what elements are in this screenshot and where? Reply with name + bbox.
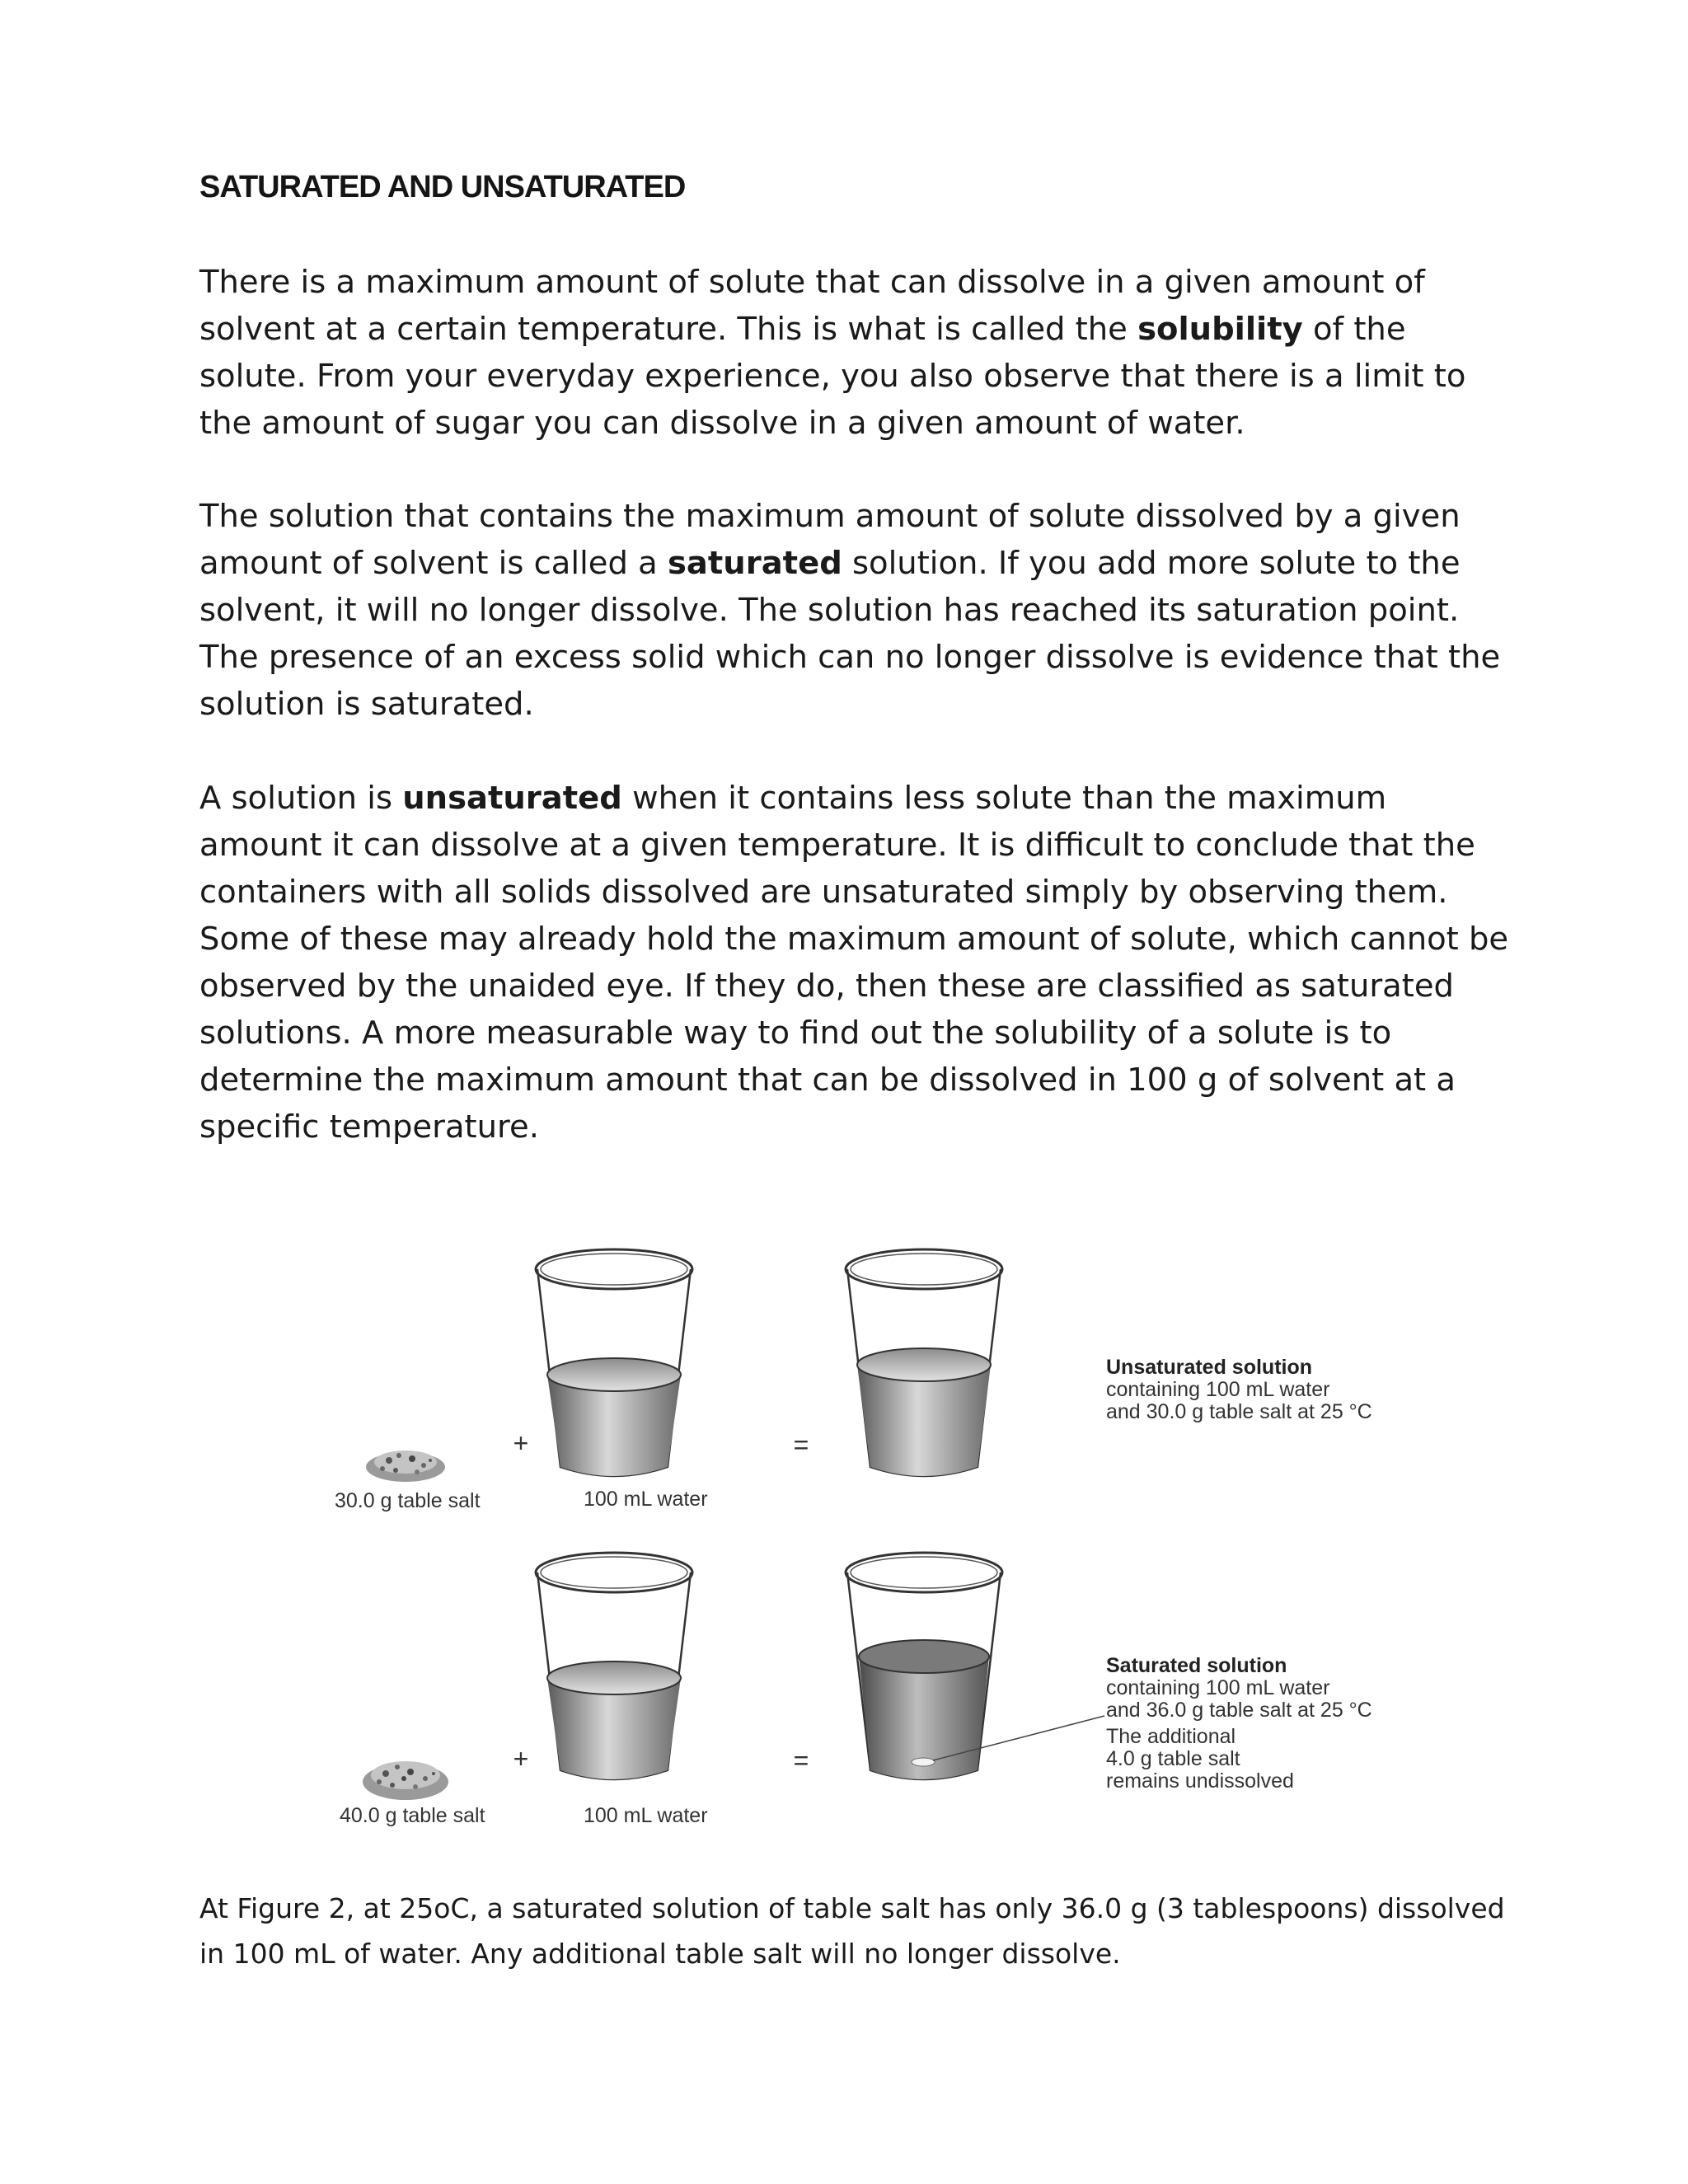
water-amount-label: 100 mL water	[584, 1804, 708, 1827]
paragraph-saturated	[199, 493, 1510, 728]
paragraph-text: The solution that contains the maximum amount of solute dissolved by a given amount of solvent is called a	[199, 498, 1461, 582]
page-title: SATURATED AND UNSATURATED	[199, 170, 686, 204]
result-title: Unsaturated solution	[1106, 1356, 1313, 1379]
undissolved-salt-icon	[912, 1758, 935, 1766]
bold-term-unsaturated: unsaturated	[402, 780, 622, 817]
undissolved-note: The additional	[1106, 1725, 1236, 1748]
paragraph-unsaturated	[199, 775, 1510, 1151]
water-cup-icon	[536, 1249, 692, 1476]
solubility-figure	[313, 1228, 1451, 1871]
paragraph-text: of the solute. From your everyday experience, you also observe that there is a limit to the amount of sugar you can dissolve in a given amount of water.	[199, 311, 1466, 442]
water-amount-label: 100 mL water	[584, 1488, 708, 1511]
result-detail: containing 100 mL water	[1106, 1378, 1330, 1401]
paragraph-text: solution. If you add more solute to the solvent, it will no longer dissolve. The solution has reached its saturation point. The presence of an excess solid which can no longer dissolve is evidence that the solution is saturated.	[199, 545, 1501, 723]
result-detail: and 30.0 g table salt at 25 °C	[1106, 1400, 1372, 1423]
equals-sign: =	[793, 1430, 809, 1460]
figure-caption: At Figure 2, at 25oC, a saturated solution of table salt has only 36.0 g (3 tablespoons) dissolved in 100 mL of water. Any additional table salt will no longer dissolve.	[199, 1892, 1505, 1970]
salt-amount-label: 40.0 g table salt	[340, 1804, 485, 1827]
paragraph-text: There is a maximum amount of solute that can dissolve in a given amount of solvent at a certain temperature. This is what is called the	[199, 264, 1425, 348]
paragraph-text: when it contains less solute than the maximum amount it can dissolve at a given temperature. It is difficult to conclude that the containers with all solids dissolved are unsaturated simply by observing them. Some of these may already hold the maximum amount of solute, which cannot be observed by the unaided eye. If they do, then these are classified as saturated solutions. A more measurable way to find out the solubility of a solute is to determine the maximum amount that can be dissolved in 100 g of solvent at a specific temperature.	[199, 780, 1509, 1146]
result-title: Saturated solution	[1106, 1654, 1287, 1677]
result-detail: and 36.0 g table salt at 25 °C	[1106, 1699, 1372, 1722]
salt-pile-icon	[363, 1761, 448, 1800]
plus-sign: +	[513, 1428, 529, 1458]
salt-pile-icon	[366, 1451, 445, 1482]
undissolved-note: remains undissolved	[1106, 1769, 1294, 1793]
plus-sign: +	[513, 1744, 529, 1774]
bold-term-saturated: saturated	[668, 545, 842, 582]
saturated-cup-icon	[846, 1553, 1002, 1779]
bold-term-solubility: solubility	[1137, 311, 1303, 348]
result-cup-icon	[846, 1249, 1002, 1476]
undissolved-note: 4.0 g table salt	[1106, 1747, 1240, 1770]
salt-amount-label: 30.0 g table salt	[335, 1489, 481, 1512]
paragraph-text: A solution is	[199, 780, 403, 817]
paragraph-solubility	[199, 259, 1510, 447]
water-cup-icon	[536, 1553, 692, 1779]
result-detail: containing 100 mL water	[1106, 1676, 1330, 1699]
equals-sign: =	[793, 1746, 809, 1775]
